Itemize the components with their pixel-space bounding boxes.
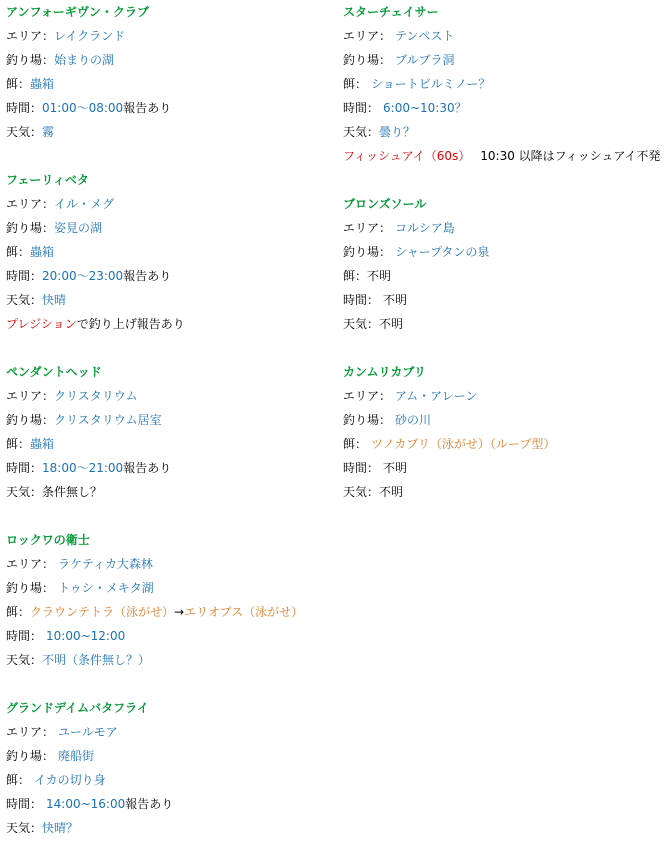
area-label: エリア： <box>343 29 392 43</box>
area-label: エリア： <box>6 389 55 403</box>
weather-value: 快晴 <box>42 293 67 307</box>
spot-label: 釣り場： <box>6 581 55 595</box>
time-row <box>6 264 336 288</box>
weather-row <box>6 816 336 840</box>
spot-row <box>343 240 665 264</box>
bait-row <box>6 72 336 96</box>
time-value: 不明 <box>383 293 408 307</box>
bait-label: 餌： <box>6 245 31 259</box>
spot-value: ブルブラ洞 <box>395 53 455 67</box>
time-value: 6:00~10:30？ <box>383 101 467 115</box>
bait-row <box>343 432 665 456</box>
area-label: エリア： <box>6 557 55 571</box>
arrow-icon: → <box>174 605 185 619</box>
spot-label: 釣り場： <box>6 749 55 763</box>
bait-value: 蟲箱 <box>30 77 55 91</box>
weather-row <box>6 120 336 144</box>
time-note: 報告あり <box>123 461 172 475</box>
fish-title: ロックワの衛士 <box>6 533 90 547</box>
area-label: エリア： <box>6 197 55 211</box>
spot-row <box>6 408 336 432</box>
time-label: 時間： <box>6 101 43 115</box>
area-row <box>6 192 336 216</box>
time-value: 18:00～21:00 <box>42 461 124 475</box>
weather-row <box>6 288 336 312</box>
fish-entry <box>6 0 336 144</box>
weather-row <box>343 312 665 336</box>
note-row <box>6 312 336 336</box>
time-row <box>343 96 665 120</box>
fish-title: カンムリカブリ <box>343 365 426 379</box>
weather-label: 天気： <box>6 293 43 307</box>
bait-value: 不明 <box>367 269 392 283</box>
fish-entry <box>6 360 336 504</box>
time-label: 時間： <box>343 461 380 475</box>
spot-value: シャープタンの泉 <box>395 245 490 259</box>
weather-label: 天気： <box>343 317 380 331</box>
bait-label: 餌： <box>343 437 368 451</box>
time-label: 時間： <box>6 797 43 811</box>
weather-row <box>343 480 665 504</box>
weather-label: 天気： <box>6 653 43 667</box>
area-value: ラケティカ大森林 <box>58 557 153 571</box>
spot-value: 姿見の湖 <box>54 221 103 235</box>
weather-row <box>343 120 665 144</box>
bait-label: 餌： <box>343 269 368 283</box>
weather-value: 快晴？ <box>42 821 79 835</box>
area-label: エリア： <box>6 725 55 739</box>
time-label: 時間： <box>6 269 43 283</box>
fish-title: ペンダントヘッド <box>6 365 102 379</box>
spot-row <box>343 48 665 72</box>
area-row <box>6 24 336 48</box>
spot-value: トゥシ・メキタ湖 <box>58 581 154 595</box>
time-label: 時間： <box>6 629 43 643</box>
spot-value: 始まりの湖 <box>54 53 115 67</box>
bait-value: イカの切り身 <box>34 773 106 787</box>
time-note: 報告あり <box>123 101 172 115</box>
spot-label: 釣り場： <box>343 245 392 259</box>
fish-title: スターチェイサー <box>343 5 439 19</box>
time-row <box>6 624 336 648</box>
spot-value: 廃船街 <box>58 749 95 763</box>
spot-label: 釣り場： <box>6 53 55 67</box>
fish-entry <box>343 192 665 336</box>
bait-value-next: エリオプス（泳がせ） <box>184 605 304 619</box>
bait-label: 餌： <box>6 605 31 619</box>
bait-row <box>343 264 665 288</box>
bait-row <box>6 240 336 264</box>
weather-value: 霧 <box>42 125 55 139</box>
weather-value: 不明 <box>379 485 404 499</box>
spot-label: 釣り場： <box>6 413 55 427</box>
weather-value: 不明（条件無し？） <box>42 653 151 667</box>
bait-label: 餌： <box>6 77 31 91</box>
spot-label: 釣り場： <box>343 413 392 427</box>
bait-row <box>343 72 665 96</box>
fish-entry <box>343 360 665 504</box>
bait-label: 餌： <box>6 773 31 787</box>
area-value: イル・メグ <box>54 197 115 211</box>
note-highlight: フィッシュアイ（60s） <box>343 149 471 163</box>
spot-value: 砂の川 <box>395 413 432 427</box>
area-value: クリスタリウム <box>54 389 138 403</box>
time-note: 報告あり <box>125 797 174 811</box>
fish-entry <box>6 528 336 672</box>
time-note: 報告あり <box>123 269 172 283</box>
fish-entry <box>343 0 665 168</box>
spot-row <box>6 216 336 240</box>
area-row <box>6 720 336 744</box>
area-row <box>6 552 336 576</box>
bait-value: ショートビルミノー？ <box>371 77 491 91</box>
spot-label: 釣り場： <box>343 53 392 67</box>
area-value: レイクランド <box>54 29 126 43</box>
spot-row <box>343 408 665 432</box>
note-highlight: プレジション <box>6 317 77 331</box>
spot-row <box>6 576 336 600</box>
area-row <box>6 384 336 408</box>
fish-title: ブロンズソール <box>343 197 427 211</box>
time-value: 10:00~12:00 <box>46 629 126 643</box>
bait-label: 餌： <box>6 437 31 451</box>
note-row <box>343 144 665 168</box>
fish-entry <box>6 168 336 336</box>
spot-row <box>6 48 336 72</box>
weather-label: 天気： <box>343 125 380 139</box>
time-label: 時間： <box>343 101 380 115</box>
time-row <box>343 456 665 480</box>
time-row <box>6 96 336 120</box>
time-row <box>6 792 336 816</box>
weather-value: 条件無し？ <box>42 485 103 499</box>
weather-row <box>6 648 336 672</box>
bait-value: ツノカブリ（泳がせ）（ルーブ型） <box>371 437 556 451</box>
bait-label: 餌： <box>343 77 368 91</box>
note-text: 10:30 以降はフィッシュアイ不発 <box>480 149 661 163</box>
fish-title: グランドデイムバタフライ <box>6 701 149 715</box>
time-value: 14:00~16:00 <box>46 797 126 811</box>
fish-entry <box>6 696 336 840</box>
time-value: 20:00～23:00 <box>42 269 124 283</box>
area-value: ユールモア <box>58 725 118 739</box>
weather-row <box>6 480 336 504</box>
weather-label: 天気： <box>343 485 380 499</box>
bait-row <box>6 768 336 792</box>
spot-label: 釣り場： <box>6 221 55 235</box>
spot-value: クリスタリウム居室 <box>54 413 162 427</box>
fish-title: アンフォーギヴン・クラブ <box>6 5 149 19</box>
area-label: エリア： <box>343 221 392 235</box>
weather-value: 曇り？ <box>379 125 416 139</box>
bait-value: クラウンテトラ（泳がせ） <box>30 605 175 619</box>
area-label: エリア： <box>6 29 55 43</box>
spot-row <box>6 744 336 768</box>
fish-title: フェーリィベタ <box>6 173 89 187</box>
bait-row <box>6 600 336 624</box>
time-row <box>343 288 665 312</box>
weather-label: 天気： <box>6 485 43 499</box>
time-value: 不明 <box>383 461 408 475</box>
area-row <box>343 216 665 240</box>
time-row <box>6 456 336 480</box>
note-text: で釣り上げ報告あり <box>76 317 185 331</box>
weather-label: 天気： <box>6 125 43 139</box>
time-label: 時間： <box>6 461 43 475</box>
bait-value: 蟲箱 <box>30 437 55 451</box>
area-value: コルシア島 <box>395 221 455 235</box>
weather-label: 天気： <box>6 821 43 835</box>
time-label: 時間： <box>343 293 380 307</box>
weather-value: 不明 <box>379 317 404 331</box>
area-row <box>343 384 665 408</box>
area-value: アム・アレーン <box>395 389 478 403</box>
area-value: テンペスト <box>395 29 455 43</box>
bait-row <box>6 432 336 456</box>
area-label: エリア： <box>343 389 392 403</box>
bait-value: 蟲箱 <box>30 245 55 259</box>
area-row <box>343 24 665 48</box>
time-value: 01:00～08:00 <box>42 101 124 115</box>
